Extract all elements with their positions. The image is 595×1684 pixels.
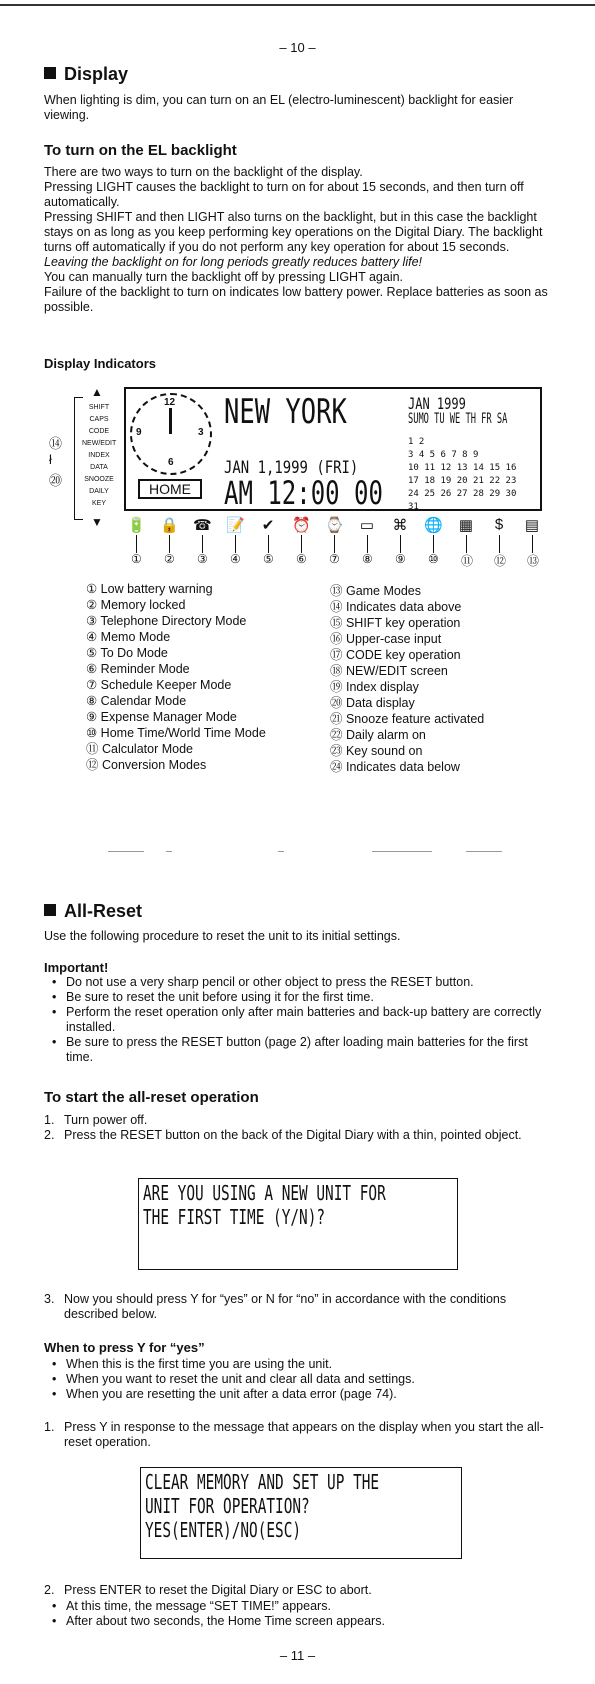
legend-item: ④ Memo Mode bbox=[86, 630, 171, 644]
cal-row: 17 18 19 20 21 22 23 bbox=[408, 476, 517, 486]
top-rule bbox=[0, 4, 595, 6]
list-item: • Do not use a very sharp pencil or other object to press the RESET button. bbox=[44, 975, 554, 990]
legend-item: ㉑ Snooze feature activated bbox=[330, 712, 485, 726]
side-label: CAPS bbox=[89, 416, 109, 423]
indicator-number: ⑧ bbox=[362, 552, 373, 566]
manual-off-text: You can manually turn the backlight off by pressing LIGHT again. bbox=[44, 270, 404, 284]
legend-item: ⑮ SHIFT key operation bbox=[330, 616, 461, 630]
list-item: • When you are resetting the unit after a data error (page 74). bbox=[44, 1387, 554, 1402]
memo-icon: 📝 bbox=[226, 517, 245, 534]
yes-list bbox=[44, 1357, 554, 1402]
list-item: • Perform the reset operation only after main batteries and back-up battery are correctly installed. bbox=[44, 1005, 554, 1035]
lcd-calendar bbox=[408, 436, 536, 514]
important-heading: Important! bbox=[44, 960, 109, 975]
legend-item: ⑲ Index display bbox=[330, 680, 419, 694]
side-label: CODE bbox=[88, 428, 110, 435]
list-item: • Be sure to press the RESET button (page 2) after loading main batteries for the first time. bbox=[44, 1035, 554, 1065]
legend-item: ⑰ CODE key operation bbox=[330, 648, 461, 662]
lcd-message-line: THE FIRST TIME (Y/N)? bbox=[143, 1205, 326, 1229]
legend-item: ① Low battery warning bbox=[86, 582, 213, 596]
legend-item: ⑬ Game Modes bbox=[330, 584, 422, 598]
side-label: SNOOZE bbox=[84, 476, 114, 483]
after-list bbox=[44, 1599, 554, 1629]
clock-number: 12 bbox=[164, 397, 176, 408]
cal-row: 24 25 26 27 28 29 30 bbox=[408, 489, 517, 499]
side-label: DAILY bbox=[89, 488, 109, 495]
indicator-number: ① bbox=[131, 552, 142, 566]
indicator-number: ⑫ bbox=[494, 554, 507, 568]
step-item: 1. Press Y in response to the message that appears on the display when you start the all-reset operation. bbox=[44, 1420, 544, 1449]
cal-row: 3 4 5 6 7 8 9 bbox=[408, 450, 479, 460]
list-item: • Be sure to reset the unit before using it for the first time. bbox=[44, 990, 554, 1005]
el-body bbox=[44, 165, 552, 315]
lock-icon: 🔒 bbox=[160, 517, 179, 534]
page-break-dash bbox=[372, 851, 432, 852]
indicator-number: ⑦ bbox=[329, 552, 340, 566]
page-break-dash bbox=[278, 851, 284, 852]
up-arrow-icon: ▲ bbox=[91, 385, 103, 399]
yes-heading: When to press Y for “yes” bbox=[44, 1340, 205, 1355]
legend-item: ⑳ Data display bbox=[330, 696, 415, 710]
side-label: SHIFT bbox=[88, 404, 110, 411]
el-line: Pressing SHIFT and then LIGHT also turns on the backlight, but in this case the backlight stays on as long as you keep performing key operations on the Digital Diary. The backlight turns off automatically if you do not perform any key operation for about 15 seconds. bbox=[44, 210, 543, 254]
side-circle-tilde: ł bbox=[49, 452, 52, 467]
legend-item: ⑥ Reminder Mode bbox=[86, 662, 190, 676]
legend-item: ⑯ Upper-case input bbox=[330, 632, 442, 646]
page-break-dash bbox=[108, 851, 144, 852]
legend-right bbox=[330, 583, 484, 775]
world-time-icon: 🌐 bbox=[424, 517, 443, 534]
clock-number: 6 bbox=[168, 457, 174, 468]
indicator-number: ⑤ bbox=[263, 552, 274, 566]
lcd-date: JAN 1,1999 (FRI) bbox=[224, 458, 359, 478]
page-number-top: – 10 – bbox=[279, 40, 316, 55]
indicator-number: ⑩ bbox=[428, 552, 439, 566]
step-item: 1. Turn power off. bbox=[44, 1113, 148, 1127]
legend-item: ⑱ NEW/EDIT screen bbox=[330, 664, 448, 678]
lcd-home-label: HOME bbox=[138, 479, 202, 499]
indicator-number: ⑬ bbox=[527, 554, 540, 568]
step-item: 2. Press ENTER to reset the Digital Diary or ESC to abort. bbox=[44, 1583, 372, 1597]
lcd-month-year: JAN 1999 bbox=[408, 394, 466, 413]
lcd-weekdays: SUMO TU WE TH FR SA bbox=[408, 411, 508, 427]
page-break-dash bbox=[166, 851, 172, 852]
step-item: 3. Now you should press Y for “yes” or N for “no” in accordance with the conditions described below. bbox=[44, 1292, 507, 1321]
list-item: • When you want to reset the unit and clear all data and settings. bbox=[44, 1372, 554, 1387]
lcd-message-line: ARE YOU USING A NEW UNIT FOR bbox=[143, 1181, 386, 1205]
legend-item: ㉔ Indicates data below bbox=[330, 760, 460, 774]
list-item: • After about two seconds, the Home Time screen appears. bbox=[44, 1614, 554, 1629]
reminder-icon: ⏰ bbox=[292, 517, 311, 534]
cal-row: 31 bbox=[408, 502, 419, 512]
legend-item: ⑫ Conversion Modes bbox=[86, 758, 207, 772]
side-circle-label: ⑭ bbox=[49, 436, 63, 451]
step-item: 2. Press the RESET button on the back of the Digital Diary with a thin, pointed object. bbox=[44, 1128, 522, 1142]
indicator-number: ③ bbox=[197, 552, 208, 566]
legend-item: ⑤ To Do Mode bbox=[86, 646, 168, 660]
page-number-bottom: – 11 – bbox=[279, 1648, 316, 1663]
el-line: There are two ways to turn on the backlight of the display. bbox=[44, 165, 363, 179]
lcd-message-line: UNIT FOR OPERATION? bbox=[145, 1494, 310, 1518]
expense-icon: ⌘ bbox=[392, 517, 408, 534]
legend-item: ⑨ Expense Manager Mode bbox=[86, 710, 237, 724]
battery-icon: 🔋 bbox=[127, 517, 146, 534]
display-intro: When lighting is dim, you can turn on an EL (electro-luminescent) backlight for easier viewing. bbox=[44, 93, 514, 122]
lcd-message-line: YES(ENTER)/NO(ESC) bbox=[145, 1518, 302, 1542]
legend-item: ③ Telephone Directory Mode bbox=[86, 614, 247, 628]
legend-item: ⑦ Schedule Keeper Mode bbox=[86, 678, 232, 692]
legend-item: ⑧ Calendar Mode bbox=[86, 694, 187, 708]
indicator-number: ⑪ bbox=[461, 554, 474, 568]
schedule-icon: ⌚ bbox=[325, 517, 344, 534]
failure-text: Failure of the backlight to turn on indicates low battery power. Replace batteries as soon as possible. bbox=[44, 285, 548, 314]
el-line: Pressing LIGHT causes the backlight to turn on for about 15 seconds, and then turn off automatically. bbox=[44, 180, 524, 209]
indicator-number: ⑥ bbox=[296, 552, 307, 566]
legend-item: ㉓ Key sound on bbox=[330, 744, 423, 758]
page-break-dash bbox=[466, 851, 502, 852]
lcd-message-clear-memory bbox=[140, 1467, 462, 1559]
analog-clock-icon bbox=[130, 393, 212, 475]
list-item: • At this time, the message “SET TIME!” appears. bbox=[44, 1599, 554, 1614]
cal-row: 1 2 bbox=[408, 437, 425, 447]
indicator-number: ② bbox=[164, 552, 175, 566]
todo-icon: ✔ bbox=[261, 517, 275, 534]
side-indicator-labels bbox=[82, 402, 116, 510]
indicator-number: ④ bbox=[230, 552, 241, 566]
telephone-icon: ☎ bbox=[193, 517, 212, 534]
square-bullet-icon bbox=[44, 67, 56, 79]
important-list bbox=[44, 975, 554, 1065]
legend-item: ⑩ Home Time/World Time Mode bbox=[86, 726, 266, 740]
lcd-message-new-unit bbox=[138, 1178, 458, 1270]
conversion-icon: $ bbox=[494, 516, 504, 533]
lcd-time: AM 12:00 00 bbox=[224, 474, 383, 512]
legend-item: ⑭ Indicates data above bbox=[330, 600, 462, 614]
lcd-city: NEW YORK bbox=[224, 392, 347, 432]
cal-row: 10 11 12 13 14 15 16 bbox=[408, 463, 517, 473]
side-circle-label: ⑳ bbox=[49, 473, 63, 488]
start-heading: To start the all-reset operation bbox=[44, 1089, 259, 1106]
lcd-message-line: CLEAR MEMORY AND SET UP THE bbox=[145, 1470, 380, 1494]
game-icon: ▤ bbox=[524, 517, 540, 534]
side-label: KEY bbox=[91, 500, 106, 507]
list-item: • When this is the first time you are using the unit. bbox=[44, 1357, 554, 1372]
calendar-icon: ▭ bbox=[359, 517, 375, 534]
legend-left bbox=[86, 581, 266, 773]
reset-intro: Use the following procedure to reset the unit to its initial settings. bbox=[44, 929, 401, 943]
square-bullet-icon bbox=[44, 904, 56, 916]
side-label: DATA bbox=[90, 464, 108, 471]
legend-item: ㉒ Daily alarm on bbox=[330, 728, 426, 742]
clock-hand bbox=[169, 408, 172, 434]
section-heading-reset: All-Reset bbox=[44, 901, 142, 922]
calculator-icon: ▦ bbox=[458, 517, 474, 534]
legend-item: ⑪ Calculator Mode bbox=[86, 742, 193, 756]
side-label: INDEX bbox=[88, 452, 110, 459]
clock-number: 3 bbox=[198, 427, 204, 438]
el-heading: To turn on the EL backlight bbox=[44, 142, 237, 159]
indicators-heading: Display Indicators bbox=[44, 356, 156, 371]
warning-text: Leaving the backlight on for long periods greatly reduces battery life! bbox=[44, 255, 423, 269]
legend-item: ② Memory locked bbox=[86, 598, 186, 612]
down-arrow-icon: ▼ bbox=[91, 515, 103, 529]
clock-number: 9 bbox=[136, 427, 142, 438]
side-label: NEW/EDIT bbox=[82, 440, 117, 447]
indicator-number: ⑨ bbox=[395, 552, 406, 566]
section-heading-display: Display bbox=[44, 64, 128, 85]
